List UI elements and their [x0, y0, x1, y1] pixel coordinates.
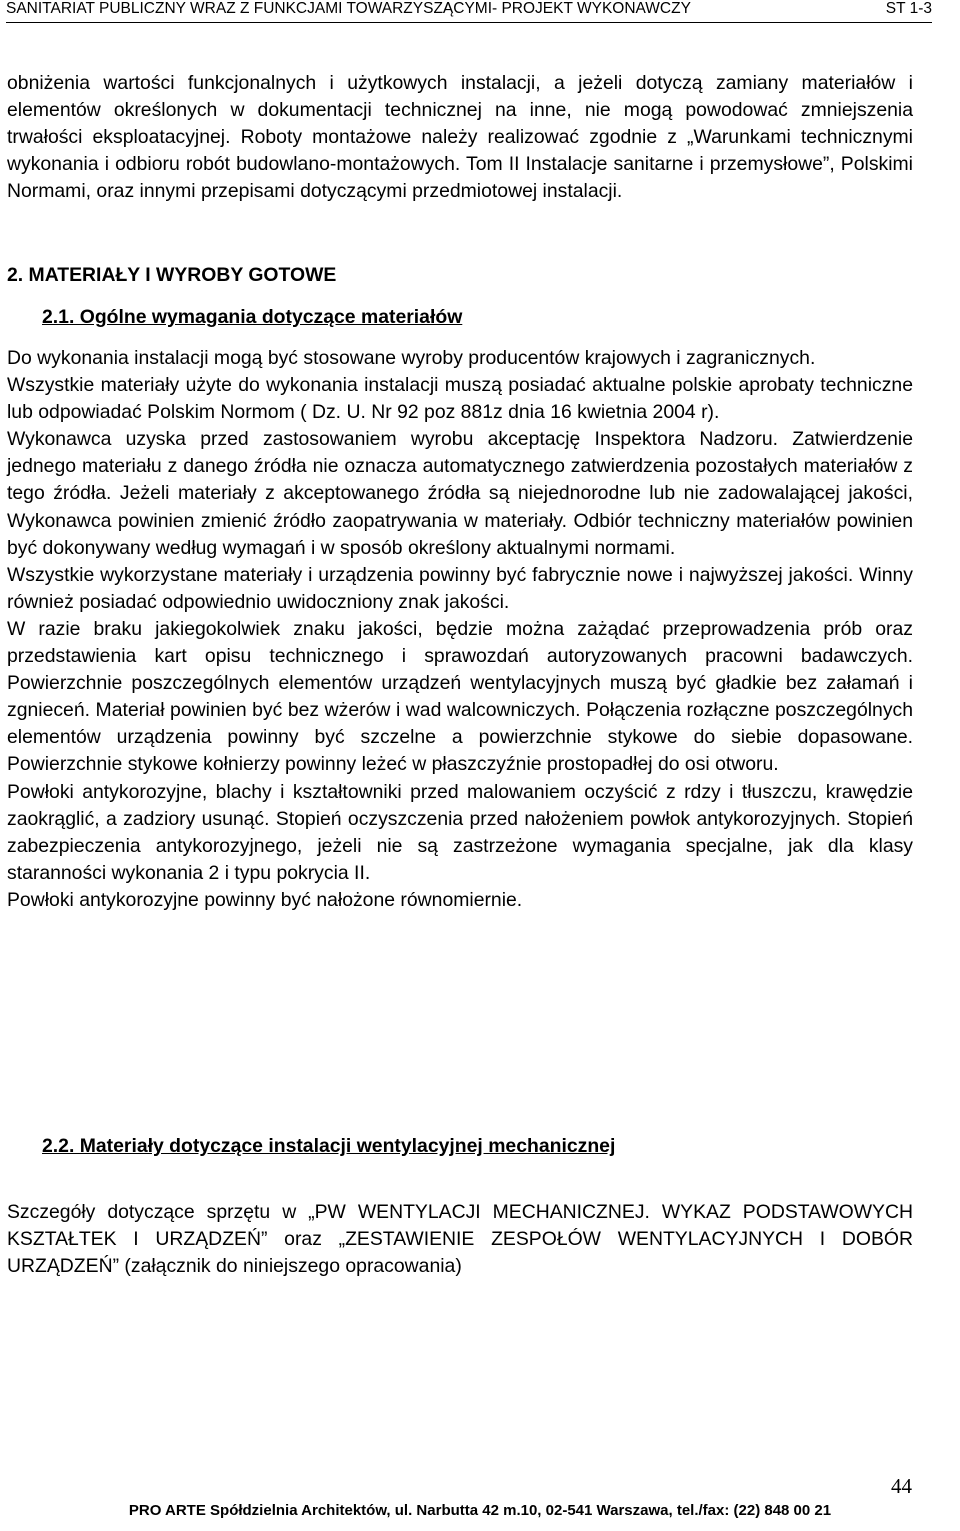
- section-2-heading: 2. MATERIAŁY I WYROBY GOTOWE: [7, 264, 337, 286]
- section-2-2-body: [7, 1199, 913, 1280]
- page-number: 44: [891, 1474, 912, 1498]
- paragraph-testing: W razie braku jakiegokolwiek znaku jakości, będzie można zażądać przeprowadzenia prób oraz przedstawienia kart opisu technicznego i sprawozdań autoryzowanych pracowni badawczych. Powierzchnie poszczególnych elementów urządzeń wentylacyjnych muszą być gładkie bez załamań i zgnieceń. Materiał powinien być bez wżerów i wad walcowniczych. Połączenia rozłączne poszczególnych elementów urządzenia powinny być szczelne a powierzchnie stykowe do siebie dopasowane. Powierzchnie stykowe kołnierzy powinny leżeć w płaszczyźnie prostopadłej do osi otworu.: [7, 617, 913, 776]
- intro-paragraph-block: [7, 70, 913, 205]
- header-spec-code: ST 1-3: [885, 0, 932, 17]
- paragraph-approvals: Wszystkie materiały użyte do wykonania instalacji muszą posiadać aktualne polskie aprobaty techniczne lub odpowiadać Polskim Normom ( Dz. U. Nr 92 poz 881z dnia 16 kwietnia 2004 r).: [7, 374, 913, 424]
- paragraph-coating: Powłoki antykorozyjne powinny być nałożone równomiernie.: [7, 888, 523, 911]
- paragraph-quality: Wszystkie wykorzystane materiały i urządzenia powinny być fabrycznie nowe i najwyższej jakości. Winny również posiadać odpowiednio uwidoczniony znak jakości.: [7, 563, 913, 613]
- section-2-2-heading: 2.2. Materiały dotyczące instalacji wentylacyjnej mechanicznej: [42, 1135, 616, 1157]
- header-title: SANITARIAT PUBLICZNY WRAZ Z FUNKCJAMI TOWARZYSZĄCYMI- PROJEKT WYKONAWCZY: [6, 0, 691, 17]
- page-footer: PRO ARTE Spółdzielnia Architektów, ul. Narbutta 42 m.10, 02-541 Warszawa, tel./fax: (22) 848 00 21: [128, 1502, 832, 1519]
- section-2-1-body: [7, 345, 913, 914]
- section-2-1-heading: 2.1. Ogólne wymagania dotyczące materiałów: [42, 306, 463, 328]
- paragraph-anticorrosion: Powłoki antykorozyjne, blachy i kształtowniki przed malowaniem oczyścić z rdzy i tłuszczu, krawędzie zaokrąglić, a zadziory usunąć. Stopień oczyszczenia przed nałożeniem powłok antykorozyjnych. Stopień zabezpieczenia antykorozyjnego, jeżeli nie są zastrzeżone wymagania specjalne, jak dla klasy staranności wykonania 2 i typu pokrycia II.: [7, 780, 913, 884]
- intro-paragraph: obniżenia wartości funkcjonalnych i użytkowych instalacji, a jeżeli dotyczą zamiany materiałów i elementów określonych w dokumentacji technicznej na inne, nie mogą powodować zmniejszenia trwałości eksploatacyjnej. Roboty montażowe należy realizować zgodnie z „Warunkami technicznymi wykonania i odbioru robót budowlano-montażowych. Tom II Instalacje sanitarne i przemysłowe”, Polskimi Normami, oraz innymi przepisami dotyczącymi przedmiotowej instalacji.: [7, 72, 913, 203]
- page-header: [6, 0, 932, 23]
- paragraph-equipment-details: Szczegóły dotyczące sprzętu w „PW WENTYLACJI MECHANICZNEJ. WYKAZ PODSTAWOWYCH KSZTAŁTEK I URZĄDZEŃ” oraz „ZESTAWIENIE ZESPOŁÓW WENTYLACYJNYCH I DOBÓR URZĄDZEŃ” (załącznik do niniejszego opracowania): [7, 1201, 913, 1278]
- paragraph-acceptance: Wykonawca uzyska przed zastosowaniem wyrobu akceptację Inspektora Nadzoru. Zatwierdzenie jednego materiału z danego źródła nie oznacza automatycznego zatwierdzenia pozostałych materiałów z tego źródła. Jeżeli materiały z akceptowanego źródła są niejednorodne lub nie zadowalającej jakości, Wykonawca powinien zmienić źródło zaopatrywania w materiały. Odbiór techniczny materiałów powinien być dokonywany według wymagań i w sposób określony aktualnymi normami.: [7, 428, 913, 559]
- paragraph-manufacturers: Do wykonania instalacji mogą być stosowane wyroby producentów krajowych i zagranicznych.: [7, 347, 816, 369]
